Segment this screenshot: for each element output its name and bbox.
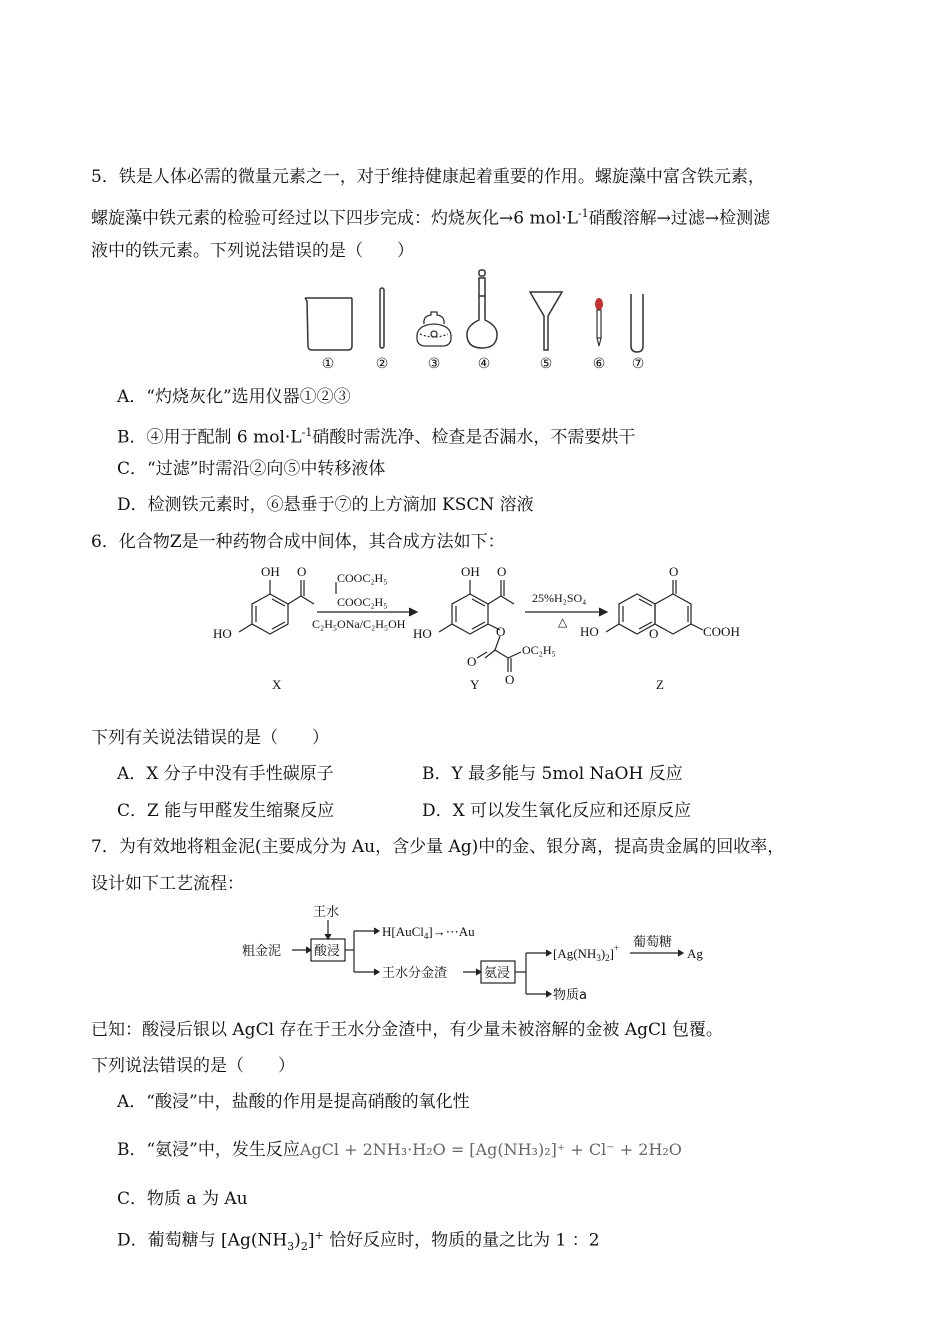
q5-stem-line2-sup: -1	[577, 207, 589, 220]
q5-option-d: D．检测铁元素时，⑥悬垂于⑦的上方滴加 KSCN 溶液	[117, 495, 534, 515]
glucose-label: 葡萄糖	[633, 935, 673, 950]
y-ho-label: HO	[413, 626, 432, 641]
aqua-regia-label: 王水	[313, 905, 340, 920]
y-oc2h5-label: OC₂H₅	[522, 643, 556, 657]
q7-option-c: C．物质 a 为 Au	[117, 1189, 248, 1209]
h-aucl4-label: H[AuCl$_4$]→⋯Au	[382, 924, 475, 941]
apparatus-label-3: ③	[427, 356, 441, 372]
reagent1-bottom: COOC₂H₅	[337, 595, 388, 609]
acid-leach-label: 酸浸	[314, 944, 341, 959]
test-tube-icon	[631, 294, 643, 352]
q5-option-c: C．“过滤”时需沿②向⑤中转移液体	[117, 459, 386, 479]
volumetric-flask-icon	[467, 270, 497, 348]
x-benzene-ring	[252, 594, 288, 634]
q7-option-b-prefix: B．“氨浸”中，发生反应	[117, 1140, 300, 1160]
q5-stem-line1: 5．铁是人体必需的微量元素之一，对于维持健康起着重要的作用。螺旋藻中富含铁元素，	[91, 167, 765, 187]
y-o-label: O	[497, 564, 507, 579]
q6-question: 下列有关说法错误的是（ ）	[91, 728, 329, 748]
y-bottom-o-label: O	[505, 672, 515, 687]
x-ho-label: HO	[213, 626, 232, 641]
q5-stem-line2	[91, 203, 770, 230]
z-o-label: O	[669, 564, 679, 579]
q5-option-b-b: 硝酸时需洗净、检查是否漏水，不需要烘干	[312, 427, 636, 448]
q6-stem: 6．化合物Z是一种药物合成中间体，其合成方法如下：	[91, 532, 505, 552]
q7-option-d-sub2: 2	[300, 1240, 308, 1254]
beaker-icon	[305, 298, 352, 350]
q7-option-d-sub: 3	[287, 1240, 295, 1254]
q7-option-d-c: ]	[307, 1230, 315, 1251]
q5-stem-line2-b: 硝酸溶解→过滤→检测滤	[588, 208, 771, 229]
apparatus-label-4: ④	[477, 356, 491, 372]
compound-x-label: X	[272, 677, 282, 692]
ammonia-leach-label: 氨浸	[484, 966, 511, 981]
q7-known: 已知：酸浸后银以 AgCl 存在于王水分金渣中，有少量未被溶解的金被 AgCl 包覆。	[91, 1020, 723, 1040]
silver-complex-label: $[Ag(NH_3)_2]^+$	[553, 943, 620, 963]
apparatus-label-7: ⑦	[631, 356, 645, 372]
q5-stem-line3: 液中的铁元素。下列说法错误的是（ ）	[91, 241, 414, 261]
y-carbonyl-o-label: O	[467, 654, 477, 669]
apparatus-label-2: ②	[375, 356, 389, 372]
z-pyranone-ring	[655, 594, 691, 634]
q5-option-b-a: B．④用于配制 6 mol·L	[117, 427, 302, 448]
compound-y-label: Y	[470, 677, 480, 692]
q7-question: 下列说法错误的是（ ）	[91, 1056, 295, 1076]
q7-process-flowchart	[240, 902, 720, 1004]
silver-label: Ag	[687, 946, 703, 961]
apparatus-label-6: ⑥	[592, 356, 606, 372]
q7-option-d	[117, 1225, 600, 1258]
q7-option-b	[117, 1139, 682, 1161]
q7-option-d-sup: +	[314, 1229, 324, 1242]
q7-option-d-d: 恰好反应时，物质的量之比为 1 ：2	[323, 1230, 600, 1251]
substance-a-label: 物质a	[553, 988, 587, 1003]
q7-stem-line2: 设计如下工艺流程：	[91, 874, 244, 894]
reagent2-top: 25%H₂SO₄	[532, 591, 587, 605]
y-oh-label: OH	[461, 564, 480, 579]
q5-stem-line2-a: 螺旋藻中铁元素的检验可经过以下四步完成：灼烧灰化→6 mol·L	[91, 208, 578, 229]
q5-option-b	[117, 422, 635, 449]
q6-synthesis-scheme	[205, 562, 765, 694]
q5-option-b-sup: -1	[301, 426, 313, 439]
y-ether-o-label: O	[496, 624, 506, 639]
q5-apparatus-figure	[296, 268, 661, 374]
glass-rod-icon	[380, 288, 384, 348]
q7-stem-line1: 7．为有效地将粗金泥(主要成分为 Au，含少量 Ag)中的金、银分离，提高贵金属的回收率，	[91, 837, 785, 857]
q6-option-a: A．X 分子中没有手性碳原子	[117, 764, 334, 784]
dropper-icon	[595, 298, 603, 346]
q6-option-b: B．Y 最多能与 5mol NaOH 反应	[422, 764, 683, 784]
q6-option-d: D．X 可以发生氧化反应和还原反应	[422, 801, 692, 821]
q7-option-d-a: D．葡萄糖与 [Ag(NH	[117, 1230, 288, 1251]
apparatus-label-5: ⑤	[539, 356, 553, 372]
reagent1-below: C₂H₅ONa/C₂H₅OH	[312, 617, 406, 631]
reagent1-top: COOC₂H₅	[337, 571, 388, 585]
z-cooh-label: COOH	[703, 624, 740, 639]
q7-option-a: A．“酸浸”中，盐酸的作用是提高硝酸的氧化性	[117, 1092, 470, 1112]
alcohol-lamp-icon	[417, 312, 451, 346]
reagent2-below: △	[558, 615, 568, 629]
q7-option-d-b: )	[294, 1230, 301, 1251]
funnel-icon	[530, 292, 562, 350]
residue-label: 王水分金渣	[382, 966, 448, 981]
z-ho-label: HO	[580, 624, 599, 639]
z-ring-o-label: O	[649, 626, 659, 641]
x-oh-label: OH	[261, 564, 280, 579]
x-o-label: O	[297, 564, 307, 579]
apparatus-label-1: ①	[321, 356, 335, 372]
q7-option-b-equation: AgCl + 2NH₃·H₂O = [Ag(NH₃)₂]⁺ + Cl⁻ + 2H₂O	[299, 1140, 682, 1159]
q5-option-a: A．“灼烧灰化”选用仪器①②③	[117, 387, 351, 407]
y-benzene-ring	[452, 594, 488, 634]
q6-option-c: C．Z 能与甲醛发生缩聚反应	[117, 801, 335, 821]
compound-z-label: Z	[656, 677, 664, 692]
crude-gold-mud-label: 粗金泥	[242, 944, 282, 959]
